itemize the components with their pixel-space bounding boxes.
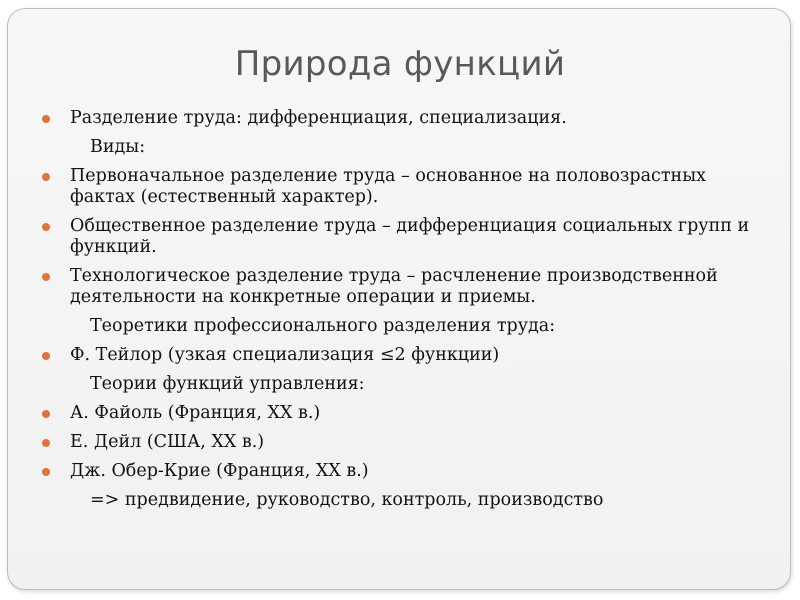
list-item-text: Разделение труда: дифференциация, специализация.: [70, 108, 567, 128]
bullet-icon: [42, 352, 50, 360]
list-item: [42, 461, 762, 482]
list-item-text: Е. Дейл (США, XX в.): [70, 432, 265, 452]
list-item: [42, 403, 762, 424]
subheading-text: Теории функций управления:: [90, 374, 365, 394]
list-item-text: Дж. Обер-Крие (Франция, XX в.): [70, 461, 369, 481]
list-item: [42, 345, 762, 366]
list-item-text: Ф. Тейлор (узкая специализация ≤2 функции): [70, 345, 500, 365]
bullet-icon: [42, 468, 50, 476]
list-item-text: Первоначальное разделение труда – основанное на половозрастных фактах (естественный характер).: [70, 166, 706, 207]
list-item: [42, 216, 762, 258]
list-item: [42, 166, 762, 208]
subheading: [42, 374, 762, 395]
subheading-text: Теоретики профессионального разделения труда:: [90, 316, 556, 336]
bullet-icon: [42, 439, 50, 447]
list-item: [42, 266, 762, 308]
bullet-icon: [42, 173, 50, 181]
bullet-icon: [42, 273, 50, 281]
bullet-icon: [42, 115, 50, 123]
list-item: [42, 432, 762, 453]
subheading: [42, 137, 762, 158]
conclusion-line: [42, 490, 762, 511]
bullet-icon: [42, 410, 50, 418]
slide-content: [42, 108, 762, 519]
slide-title: Природа функций: [234, 44, 566, 84]
list-item: [42, 108, 762, 129]
subheading: [42, 316, 762, 337]
subheading-text: Виды:: [90, 137, 146, 157]
conclusion-text: => предвидение, руководство, контроль, производство: [90, 490, 604, 510]
bullet-icon: [42, 223, 50, 231]
list-item-text: Технологическое разделение труда – расчленение производственной деятельности на конкретные операции и приемы.: [70, 266, 718, 307]
list-item-text: Общественное разделение труда – дифференциация социальных групп и функций.: [70, 216, 750, 257]
list-item-text: А. Файоль (Франция, XX в.): [70, 403, 321, 423]
